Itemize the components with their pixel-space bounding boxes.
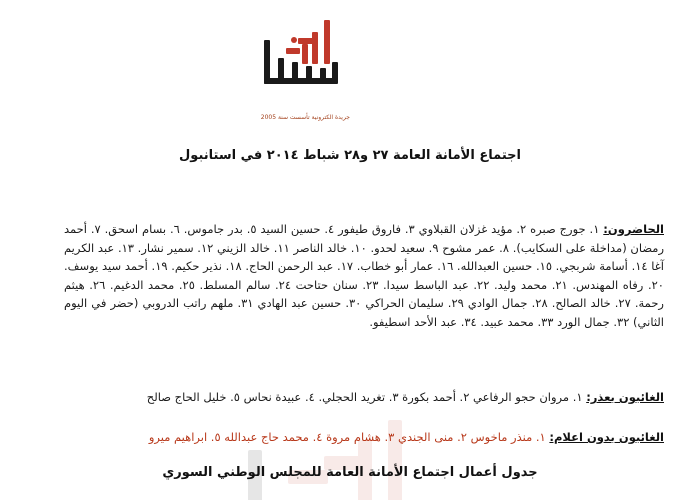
absent-no-notice-label: الغائبون بدون اعلام: <box>549 430 664 444</box>
present-members-paragraph <box>64 220 664 331</box>
newspaper-logo <box>258 18 350 121</box>
absent-excused-label: الغائبون بعذر: <box>586 390 664 404</box>
present-label: الحاضرون: <box>603 222 664 236</box>
present-list: ١. جورج صبره ٢. مؤيد غزلان القبلاوي ٣. فاروق طيفور ٤. حسين السيد ٥. بدر جاموس. ٦. بسام اسحق. ٧. أحمد رمضان (مداخلة على السكايب). ٨. عمر مشوح ٩. سعيد لحدو. ١٠. خالد الناصر ١١. خالد الزيني ١٢. سمير نشار. ١٣. عبد الكريم آغا ١٤. أسامة شربجي. ١٥. حسين العبدالله. ١٦. عمار أبو خطاب. ١٧. عبد الرحمن الحاج. ١٨. نذير حكيم. ١٩. أحمد سيد يوسف. ٢٠. رفاه المهندس. ٢١. محمد وليد. ٢٢. عبد الباسط سيدا. ٢٣. سنان حتاحت ٢٤. سالم المسلط. ٢٥. محمد الدغيم. ٢٦. هيثم رحمة. ٢٧. خالد الصالح. ٢٨. جمال الوادي ٢٩. سليمان الحراكي ٣٠. حسين عبد الهادي ٣١. ملهم راتب الدروبي (حضر في اليوم الثاني) ٣٢. جمال الورد ٣٣. محمد عبيد. ٣٤. عبد الأحد اسطيفو. <box>64 222 665 329</box>
absent-no-notice-line <box>64 428 664 446</box>
watermark-logo-icon <box>228 410 438 500</box>
absent-excused-list: ١. مروان حجو الرفاعي ٢. أحمد بكورة ٣. تغريد الحجلي. ٤. عبيدة نحاس ٥. خليل الحاج صالح <box>146 390 583 404</box>
absent-no-notice-list: ١. منذر ماخوس ٢. منى الجندي ٣. هشام مروة ٤. محمد حاج عبدالله ٥. ابراهيم ميرو <box>148 430 546 444</box>
absent-excused-line <box>64 388 664 406</box>
document-title: اجتماع الأمانة العامة ٢٧ و٢٨ شباط ٢٠١٤ في استانبول <box>179 148 521 163</box>
agenda-heading: جدول أعمال اجتماع الأمانة العامة للمجلس الوطني السوري <box>162 465 538 480</box>
logo-caption: جريدة الكترونية تأسست سنة 2005 <box>260 114 350 121</box>
zaman-alwasl-logo-icon <box>258 18 344 92</box>
